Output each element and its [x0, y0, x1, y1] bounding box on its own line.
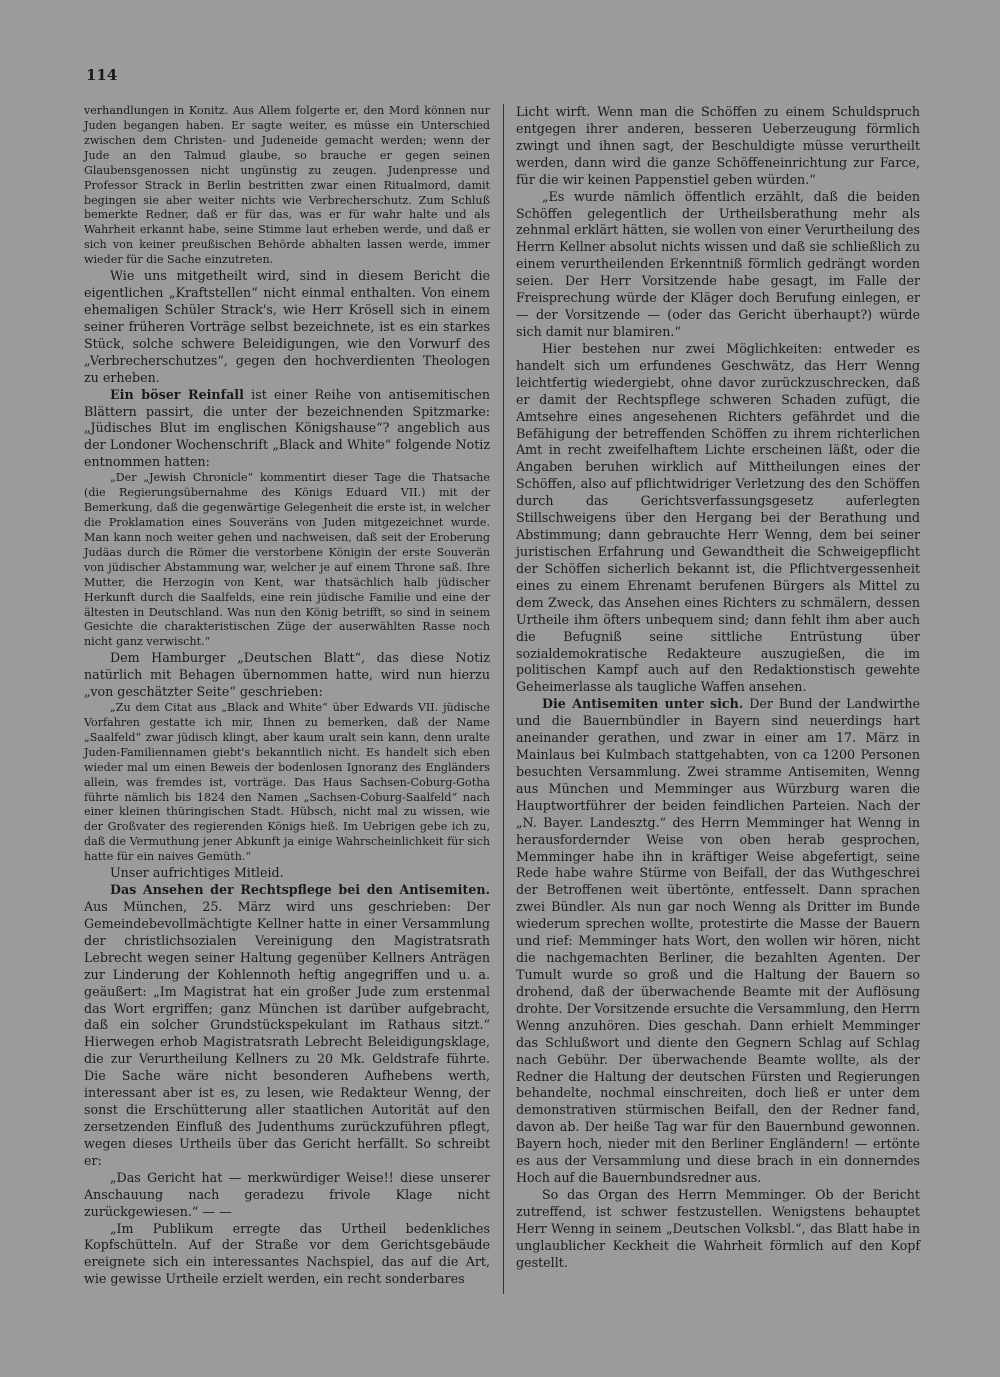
article-paragraph: [84, 650, 490, 701]
paragraph-text: Aus München, 25. März wird uns geschrieben: Der Gemeindebevollmächtigte Kellner hatte in einer Versammlung der christlichsozialen Vereinigung den Magistratsrath Lebrecht wegen seiner Haltung gegenüber Kellners Anträgen zur Linderung der Kohlennoth heftig angegriffen und u. a. geäußert: „Im Magistrat hat ein großer Jude zum erstenmal das Wort ergriffen; ganz München ist darüber aufgebracht, daß ein solcher Grundstückspekulant im Rathaus sitzt.“ Hierwegen erhob Magistratsrath Lebrecht Beleidigungsklage, die zur Verurtheilung Kellners zu 20 Mk. Geldstrafe führte. Die Sache wäre nicht besonderen Aufhebens werth, interessant aber ist es, zu lesen, wie Redakteur Wenng, der sonst die Erschütterung aller staatlichen Autorität auf den zersetzenden Einfluß des Judenthums zurückzuführen pflegt, wegen dieses Urtheils über das Gericht herfällt. So schreibt er:: [84, 899, 490, 1168]
article-paragraph: [84, 701, 490, 865]
page-number: 114: [86, 66, 118, 84]
article-paragraph: [84, 1170, 490, 1221]
paragraph-text: Wie uns mitgetheilt wird, sind in diesem Bericht die eigentlichen „Kraftstellen“ nicht einmal enthalten. Von einem ehemaligen Schüler Strack's, wie Herr Krösell sich in einem seiner früheren Vorträge selbst bezeichnete, ist es ein starkes Stück, solche schwere Beleidigungen, wie den Vorwurf des „Verbrecherschutzes“, gegen den hochverdienten Theologen zu erheben.: [84, 268, 490, 385]
article-paragraph: [516, 696, 920, 1187]
paragraph-text: Unser aufrichtiges Mitleid.: [110, 865, 284, 881]
paragraph-text: Der Bund der Landwirthe und die Bauernbündler in Bayern sind neuerdings hart aneinander gerathen, und zwar in einer am 17. März in Mainlaus bei Kulmbach stattgehabten, von ca 1200 Personen besuchten Versammlung. Zwei stramme Antisemiten, Wenng aus München und Memminger aus Würzburg waren die Hauptwortführer der beiden feindlichen Parteien. Nach der „N. Bayer. Landesztg.“ des Herrn Memminger hat Wenng in herausfordernder Weise von oben herab gesprochen, Memminger habe ihn in kräftiger Weise abgefertigt, seine Rede habe wahre Stürme von Beifall, der das Wuthgeschrei der Betroffenen weit übertönte, entfesselt. Dann sprachen zwei Bündler. Als nun gar noch Wenng als Dritter im Bunde wiederum sprechen wollte, protestirte die Masse der Bauern und rief: Memminger hats Wort, den wollen wir hören, nicht die nachgemachten Berliner, die bezahlten Agenten. Der Tumult wurde so groß und die Haltung der Bauern so drohend, daß der überwachende Beamte mit der Auflösung drohte. Der Vorsitzende ersuchte die Versammlung, den Herrn Wenng anzuhören. Dies geschah. Dann erhielt Memminger das Schlußwort und diente den Gegnern Schlag auf Schlag nach Gebühr. Der überwachende Beamte wollte, als der Redner die Haltung der deutschen Fürsten und Regierungen behandelte, nochmal einschreiten, doch ließ er unter dem demonstrativen stürmischen Beifall, den der Redner fand, davon ab. Der heiße Tag war für den Bauernbund gewonnen. Bayern hoch, nieder mit den Berliner Engländern! — ertönte es aus der Versammlung und diese brach in ein donnerndes Hoch auf die Bauernbundsredner aus.: [516, 696, 920, 1186]
article-paragraph: [84, 1221, 490, 1289]
article-paragraph: [84, 865, 490, 882]
paragraph-text: ist einer Reihe von antisemitischen Blättern passirt, die unter der bezeichnenden Spitzmarke: „Jüdisches Blut im englischen Königshause“? angeblich aus der Londoner Wochenschrift „Black and White“ folgende Notiz entnommen hatten:: [84, 386, 490, 470]
article-paragraph: [84, 104, 490, 268]
paragraph-text: verhandlungen in Konitz. Aus Allem folgerte er, den Mord können nur Juden begangen haben. Er sagte weiter, es müsse ein Unterschied zwischen dem Christen- und Judeneide gemacht werden; wenn der Jude an den Talmud glaube, so brauche er gegen seinen Glaubensgenossen nicht ungünstig zu zeugen. Judenpresse und Professor Strack in Berlin bestritten zwar einen Ritualmord, damit begingen sie aber weiter nichts wie Verbrecherschutz. Zum Schluß bemerkte Redner, daß er für das, was er für wahr halte und als Wahrheit erkannt habe, seine Stimme laut erheben werde, und daß er sich von keiner preußischen Behörde abhalten lassen werde, immer wieder für die Sache einzutreten.: [84, 104, 490, 267]
article-paragraph: [84, 387, 490, 472]
paragraph-text: „Der „Jewish Chronicle“ kommentirt dieser Tage die Thatsache (die Regierungsübernahme des Königs Eduard VII.) mit der Bemerkung, daß die gegenwärtige Gelegenheit die erste ist, in welcher die Proklamation eines Souveräns von Juden mitgezeichnet wurde. Man kann noch weiter gehen und nachweisen, daß seit der Eroberung Judäas durch die Römer die verstorbene Königin der erste Souverän von jüdischer Abstammung war, welcher je auf einem Throne saß. Ihre Mutter, die Herzogin von Kent, war thatsächlich halb jüdischer Herkunft durch die Saalfelds, eine rein jüdische Familie und eine der ältesten in Deutschland. Was nun den König betrifft, so sind in seinem Gesichte die charakteristischen Züge der auserwählten Rasse noch nicht ganz verwischt.“: [84, 471, 490, 649]
article-paragraph: [84, 882, 490, 1170]
paragraph-text: „Es wurde nämlich öffentlich erzählt, daß die beiden Schöffen gelegentlich der Urtheilsberathung mehr als zehnmal erklärt hätten, sie wollen von einer Verurtheilung des Herrn Kellner absolut nichts wissen und daß sie schließlich zu einem verurtheilenden Erkenntniß förmlich gedrängt worden seien. Der Herr Vorsitzende habe gesagt, im Falle der Freisprechung würde der Kläger doch Berufung einlegen, er — der Vorsitzende — (oder das Gericht überhaupt?) würde sich damit nur blamiren.“: [516, 188, 920, 339]
article-heading: Ein böser Reinfall: [110, 386, 244, 402]
article-heading: Das Ansehen der Rechtspflege bei den Antisemiten.: [110, 882, 490, 898]
paragraph-text: Hier bestehen nur zwei Möglichkeiten: entweder es handelt sich um erfundenes Geschwätz, das Herr Wenng leichtfertig wiedergiebt, ohne davor zurückzuschrecken, daß er damit der Rechtspflege schweren Schaden zufügt, die Amtsehre eines angesehenen Richters gefährdet und die Befähigung der betreffenden Schöffen zu ihrem richterlichen Amt in recht zweifelhaftem Lichte erscheinen läßt, oder die Angaben beruhen wirklich auf Mittheilungen eines der Schöffen, also auf pflichtwidriger Verletzung des den Schöffen durch das Gerichtsverfassungsgesetz auferlegten Stillschweigens über den Hergang bei der Berathung und Abstimmung; dann gebrauchte Herr Wenng, dem bei seiner juristischen Erfahrung und Gewandtheit die Schweigepflicht der Schöffen sicherlich bekannt ist, die Pflichtvergessenheit eines zu einem Ehrenamt berufenen Bürgers als Mittel zu dem Zweck, das Ansehen eines Richters zu schmälern, dessen Urtheile ihm öfters unbequem sind; dann fehlt ihm aber auch die Befugniß seine sittliche Entrüstung über sozialdemokratische Redakteure auszugießen, die im politischen Kampf auch auf den Redaktionstisch gewehte Geheimerlasse als taugliche Waffen ansehen.: [516, 340, 920, 695]
paragraph-text: Dem Hamburger „Deutschen Blatt“, das diese Notiz natürlich mit Behagen übernommen hatte, wird nun hierzu „von geschätzter Seite“ geschrieben:: [84, 650, 490, 700]
paragraph-text: „Zu dem Citat aus „Black and White“ über Edwards VII. jüdische Vorfahren gestatte ich mir, Ihnen zu bemerken, daß der Name „Saalfeld“ zwar jüdisch klingt, aber kaum uralt sein kann, denn uralte Juden-Familiennamen giebt's bekanntlich nicht. Es handelt sich eben wieder mal um einen Beweis der bodenlosen Ignoranz des Engländers allein, was fremdes ist, vorträge. Das Haus Sachsen-Coburg-Gotha führte nämlich bis 1824 den Namen „Sachsen-Coburg-Saalfeld“ nach einer kleinen thüringischen Stadt. Hübsch, nicht mal zu wissen, wie der Großvater des regierenden Königs hieß. Im Uebrigen gebe ich zu, daß die Vermuthung jener Abkunft ja einige Wahrscheinlichkeit für sich hatte für ein naives Gemüth.“: [84, 701, 490, 864]
paragraph-text: So das Organ des Herrn Memminger. Ob der Bericht zutreffend, ist schwer festzustellen. Wenigstens behauptet Herr Wenng in seinem „Deutschen Volksbl.“, das Blatt habe in unglaublicher Keckheit die Wahrheit förmlich auf den Kopf gestellt.: [516, 1187, 920, 1270]
column-divider: [503, 104, 504, 1294]
article-paragraph: [516, 1187, 920, 1272]
article-paragraph: [516, 341, 920, 696]
article-paragraph: [516, 104, 920, 189]
left-column: [84, 104, 490, 1288]
paragraph-text: Licht wirft. Wenn man die Schöffen zu einem Schuldspruch entgegen ihrer anderen, besseren Ueberzeugung förmlich zwingt und ihnen sagt, der Beschuldigte müsse verurtheilt werden, dann wird die ganze Schöffeneinrichtung zur Farce, für die wir keinen Pappenstiel geben würden.“: [516, 104, 920, 187]
right-column: [516, 104, 920, 1272]
paragraph-text: „Das Gericht hat — merkwürdiger Weise!! diese unserer Anschauung nach geradezu frivole Klage nicht zurückgewiesen.“ — —: [84, 1169, 490, 1219]
article-paragraph: [84, 268, 490, 386]
paragraph-text: „Im Publikum erregte das Urtheil bedenkliches Kopfschütteln. Auf der Straße vor dem Gerichtsgebäude ereignete sich ein interessantes Nachspiel, das auf die Art, wie gewisse Urtheile erzielt werden, ein recht sonderbares: [84, 1220, 490, 1287]
article-heading: Die Antisemiten unter sich.: [542, 696, 744, 712]
article-paragraph: [84, 471, 490, 650]
article-paragraph: [516, 189, 920, 341]
